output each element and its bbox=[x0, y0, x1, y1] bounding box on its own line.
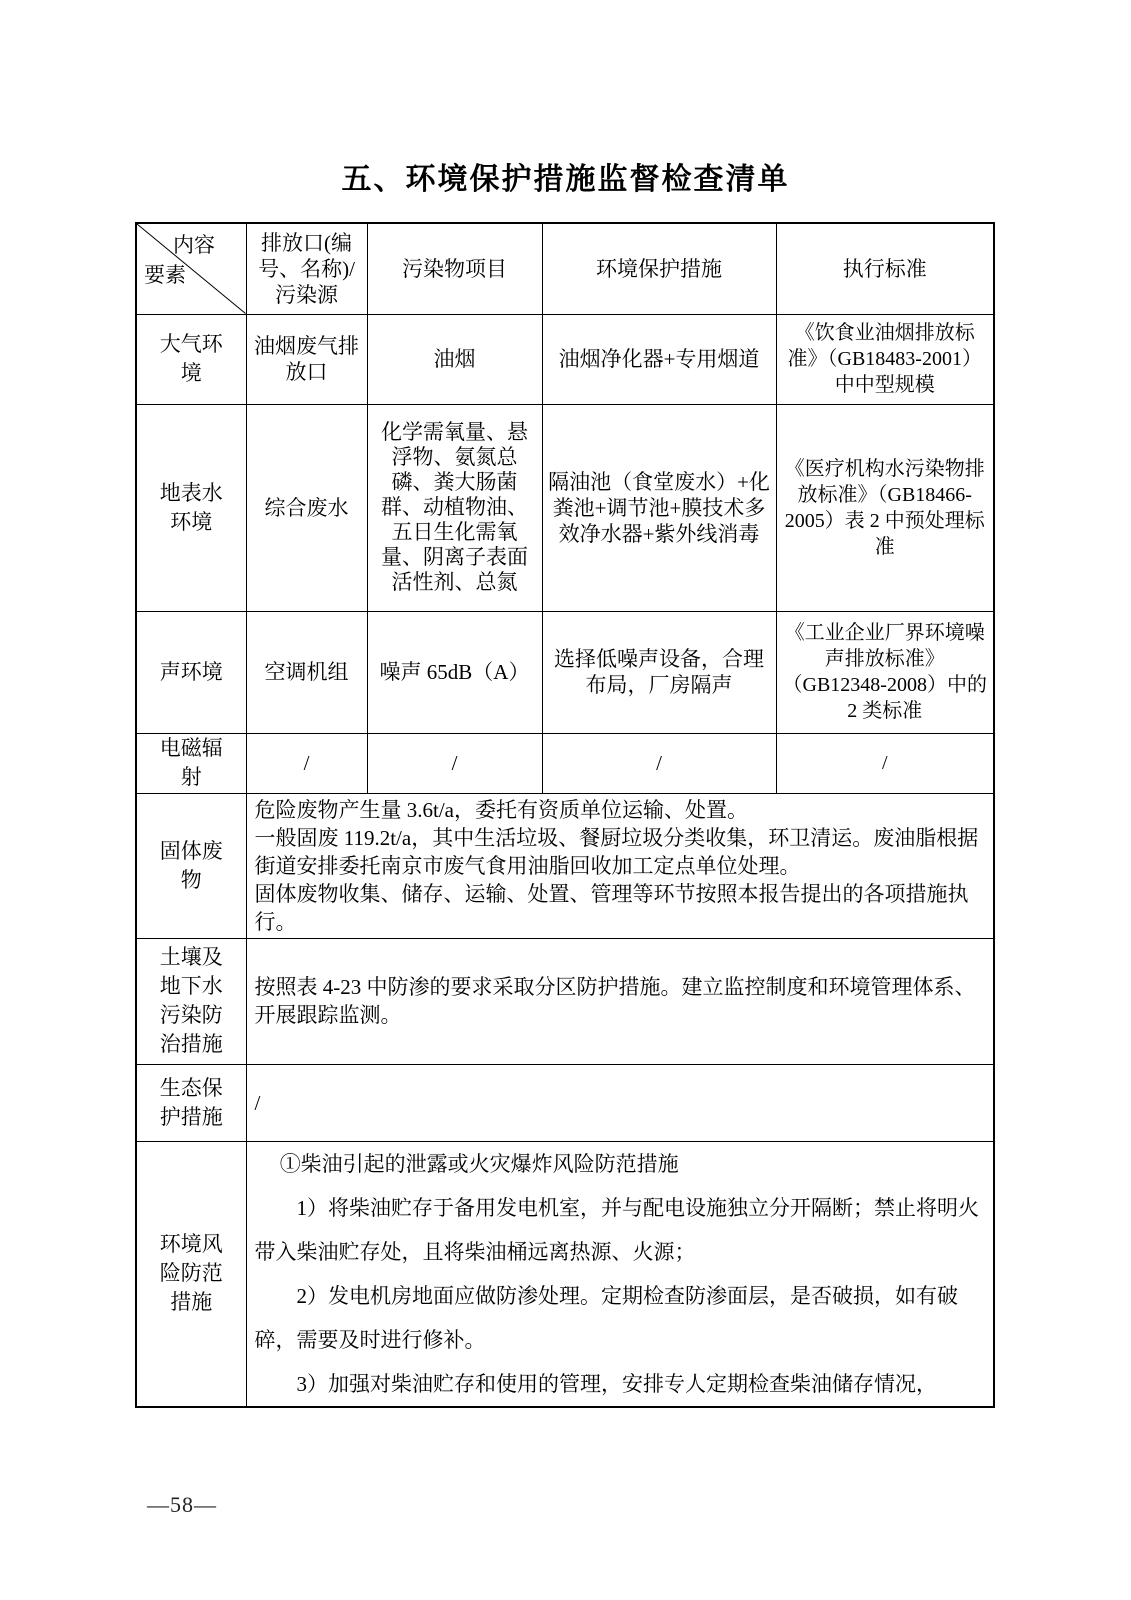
cell-pollutant: 化学需氧量、悬浮物、氨氮总磷、粪大肠菌群、动植物油、五日生化需氧量、阴离子表面活性剂、总氮 bbox=[367, 404, 542, 611]
row-electromagnetic-radiation bbox=[136, 733, 994, 793]
row-label: 地表水环境 bbox=[136, 404, 246, 611]
header-col-pollutant: 污染物项目 bbox=[367, 223, 542, 314]
cell-standard: / bbox=[776, 733, 994, 793]
page-title: 五、环境保护措施监督检查清单 bbox=[341, 163, 790, 196]
cell-risk-prevention-details bbox=[246, 1141, 994, 1407]
row-atmospheric-environment bbox=[136, 314, 994, 404]
row-ecological-protection bbox=[136, 1064, 994, 1141]
cell-measure: / bbox=[542, 733, 776, 793]
risk-paragraph: ①柴油引起的泄露或火灾爆炸风险防范措施 bbox=[279, 1151, 679, 1176]
cell-source: / bbox=[246, 733, 367, 793]
row-environmental-risk-prevention bbox=[136, 1141, 994, 1407]
row-acoustic-environment bbox=[136, 611, 994, 733]
header-col-standard: 执行标准 bbox=[776, 223, 994, 314]
cell-measure: 隔油池（食堂废水）+化粪池+调节池+膜技术多效净水器+紫外线消毒 bbox=[542, 404, 776, 611]
row-soil-groundwater-pollution-prevention bbox=[136, 938, 994, 1064]
header-col-measure: 环境保护措施 bbox=[542, 223, 776, 314]
risk-paragraph: 2）发电机房地面应做防渗处理。定期检查防渗面层，是否破损，如有破碎，需要及时进行修补。 bbox=[254, 1283, 958, 1352]
risk-paragraph: 1）将柴油贮存于备用发电机室，并与配电设施独立分开隔断；禁止将明火带入柴油贮存处，且将柴油桶远离热源、火源； bbox=[254, 1195, 979, 1264]
cell-source: 空调机组 bbox=[246, 611, 367, 733]
row-label: 大气环境 bbox=[136, 314, 246, 404]
cell-standard: 《医疗机构水污染物排放标准》（GB18466-2005）表 2 中预处理标准 bbox=[776, 404, 994, 611]
inspection-checklist-table bbox=[135, 222, 995, 1408]
row-label: 固体废物 bbox=[136, 793, 246, 938]
solid-waste-paragraph: 危险废物产生量 3.6t/a，委托有资质单位运输、处置。 bbox=[254, 797, 748, 822]
row-surface-water-environment bbox=[136, 404, 994, 611]
cell-pollutant: 油烟 bbox=[367, 314, 542, 404]
cell-measure: 油烟净化器+专用烟道 bbox=[542, 314, 776, 404]
table-header-row bbox=[136, 223, 994, 314]
soil-groundwater-paragraph: 按照表 4-23 中防渗的要求采取分区防护措施。建立监控制度和环境管理体系、开展跟踪监测。 bbox=[254, 975, 976, 1027]
header-corner-element-label: 要素 bbox=[144, 263, 186, 287]
page-number: —58— bbox=[147, 1492, 217, 1517]
row-label: 电磁辐射 bbox=[136, 733, 246, 793]
solid-waste-paragraph: 固体废物收集、储存、运输、处置、管理等环节按照本报告提出的各项措施执行。 bbox=[254, 881, 969, 934]
risk-paragraph: 3）加强对柴油贮存和使用的管理，安排专人定期检查柴油储存情况， bbox=[296, 1371, 937, 1396]
cell-solid-waste-details bbox=[246, 793, 994, 938]
row-label: 土壤及地下水污染防治措施 bbox=[136, 938, 246, 1064]
row-label: 声环境 bbox=[136, 611, 246, 733]
header-col-source: 排放口(编号、名称)/污染源 bbox=[246, 223, 367, 314]
header-corner-cell bbox=[136, 223, 246, 314]
cell-soil-groundwater-details bbox=[246, 938, 994, 1064]
cell-pollutant: / bbox=[367, 733, 542, 793]
row-label: 生态保护措施 bbox=[136, 1064, 246, 1141]
cell-pollutant: 噪声 65dB（A） bbox=[367, 611, 542, 733]
header-corner-content-label: 内容 bbox=[173, 233, 215, 257]
cell-standard: 《饮食业油烟排放标准》（GB18483-2001）中中型规模 bbox=[776, 314, 994, 404]
ecological-protection-paragraph: / bbox=[254, 1090, 261, 1115]
row-label: 环境风险防范措施 bbox=[136, 1141, 246, 1407]
solid-waste-paragraph: 一般固废 119.2t/a，其中生活垃圾、餐厨垃圾分类收集，环卫清运。废油脂根据街道安排委托南京市废气食用油脂回收加工定点单位处理。 bbox=[254, 825, 979, 878]
cell-standard: 《工业企业厂界环境噪声排放标准》（GB12348-2008）中的 2 类标准 bbox=[776, 611, 994, 733]
cell-ecological-protection-details bbox=[246, 1064, 994, 1141]
cell-measure: 选择低噪声设备，合理布局，厂房隔声 bbox=[542, 611, 776, 733]
cell-source: 油烟废气排放口 bbox=[246, 314, 367, 404]
cell-source: 综合废水 bbox=[246, 404, 367, 611]
row-solid-waste bbox=[136, 793, 994, 938]
